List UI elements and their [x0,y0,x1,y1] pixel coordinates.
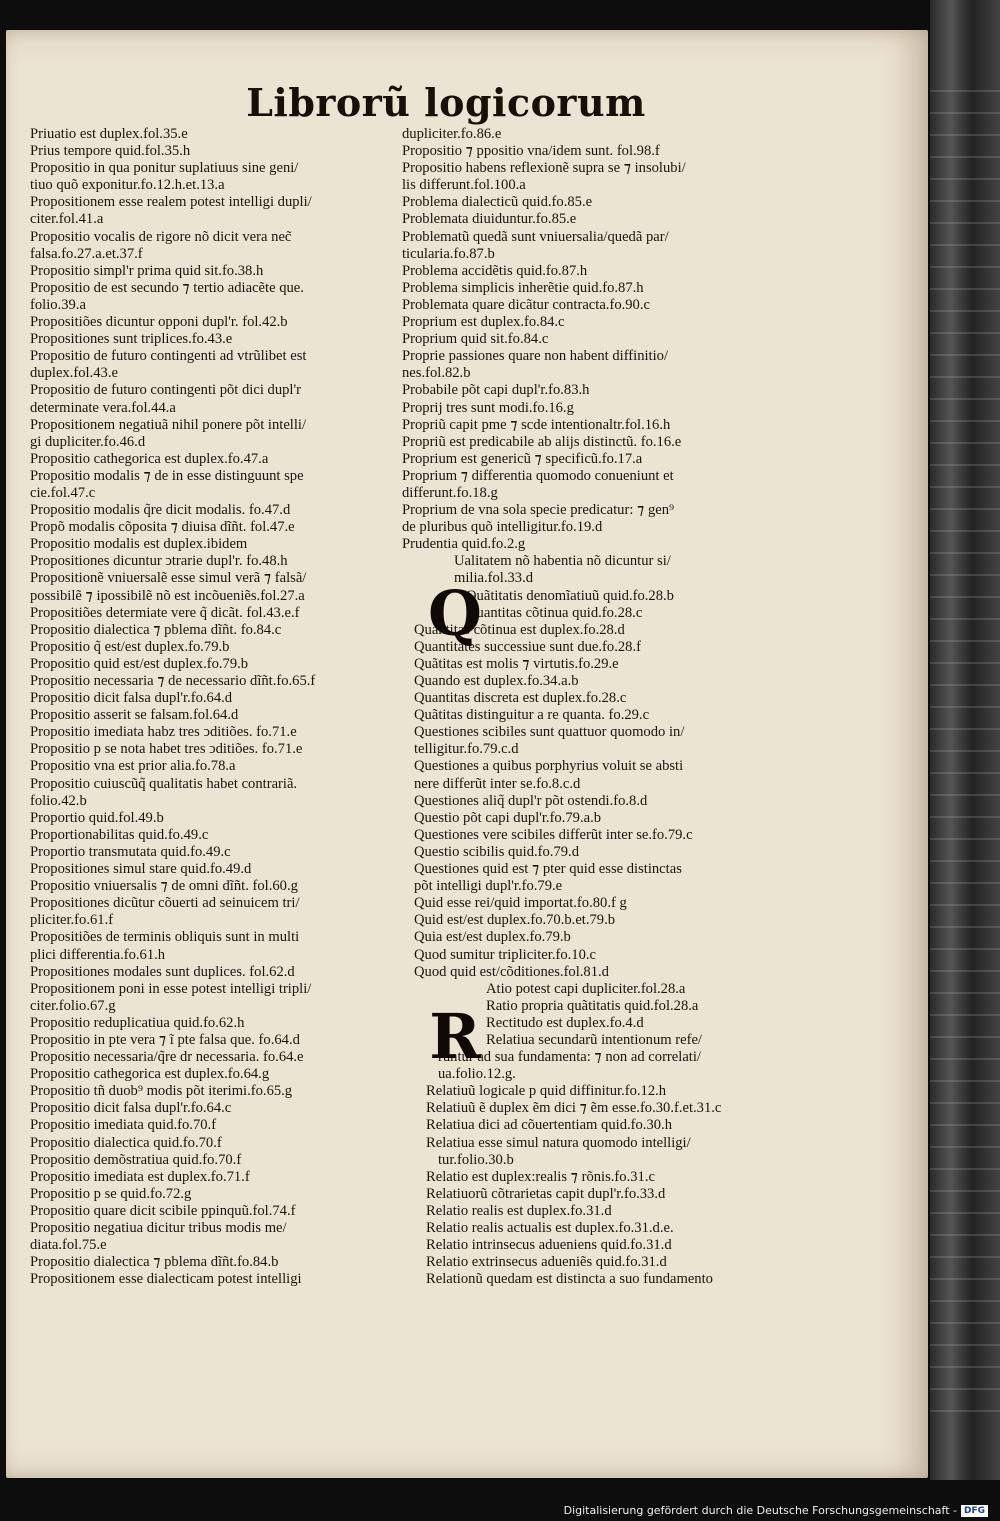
index-entry: Proportionabilitas quid.fo.49.c [30,826,209,843]
index-entry: Propositiões de terminis obliquis sunt in multi [30,929,300,946]
index-entry: gi dupliciter.fo.46.d [30,433,146,450]
index-entry: Propositio q̃ est/est duplex.fo.79.b [30,638,230,655]
index-entry: Questio põt capi dupl'r.fo.79.a.b [414,809,602,826]
index-entry: Propositio negatiua dicitur tribus modis me/ [30,1220,287,1236]
index-entry: dupliciter.fo.86.e [402,126,502,142]
index-entry: Quando est duplex.fo.34.a.b [414,673,579,689]
index-entry: Problema dialecticũ quid.fo.85.e [402,194,593,211]
index-entry: Propositio ⁊ ppositio vna/idem sunt. fol.98.f [402,143,660,160]
index-entry: Proprium ⁊ differentia quomodo conueniunt et [402,467,674,484]
index-entry: Propositio habens reflexionẽ supra se ⁊ insolubi/ [402,160,686,177]
index-entry: citer.folio.67.g [30,997,116,1014]
index-entry: Relatio intrinsecus adueniens quid.fo.31.d [426,1237,672,1254]
index-entry: põt intelligi dupl'r.fo.79.e [414,878,563,895]
index-entry: Propositiões determiate vere q̃ dicãt. fol.43.e.f [30,604,300,621]
index-entry: Propositio dialectica quid.fo.70.f [30,1134,222,1151]
index-entry: Propositionem negatiuã nihil ponere põt intelli/ [30,416,307,433]
index-column-left [30,126,402,1288]
spine-texture [930,90,1000,1420]
index-entry: pliciter.fo.61.f [30,912,114,929]
index-entry: plici differentia.fo.61.h [30,946,166,963]
decorated-initial-r: R [429,1000,481,1073]
index-column-right [402,126,778,1288]
index-entry: Quod quid est/cõditiones.fol.81.d [414,963,609,980]
index-entry: Propositio p se nota habet tres ↄditiões. fo.71.e [30,741,303,758]
index-entry: lis differunt.fol.100.a [402,177,526,194]
index-entry: Ualitatem nõ habentia nõ dicuntur si/ [454,553,671,570]
index-entry: Propositio necessaria/q̃re dr necessaria. fo.64.e [30,1049,304,1066]
index-entry: Relatiua esse simul natura quomodo intelligi/ [426,1134,691,1151]
index-entry: tiuo quõ exponitur.fo.12.h.et.13.a [30,177,225,194]
index-entry: Propositiões dicuntur opponi dupl'r. fol.42.b [30,314,288,331]
index-entry: tur.folio.30.b [438,1151,514,1168]
index-entry: Quid esse rei/quid importat.fo.80.f g [414,895,627,912]
index-entry: Questiones scibiles sunt quattuor quomodo in/ [414,724,685,741]
index-entry: Propositiones simul stare quid.fo.49.d [30,861,252,878]
index-entry: Proprium est duplex.fo.84.c [402,314,565,331]
index-entry: Priuatio est duplex.fol.35.e [30,126,188,142]
index-entry: Quid est/est duplex.fo.70.b.et.79.b [414,912,616,929]
index-entry: telligitur.fo.79.c.d [414,741,519,758]
index-entry: Questiones vere scibiles differũt inter se.fo.79.c [414,826,693,843]
index-entry: possibilẽ ⁊ ipossibilẽ nõ est incõueniẽs.fol.27.a [30,587,305,604]
index-entry: Problema accidẽtis quid.fo.87.h [402,262,588,279]
digitization-credit [564,1504,988,1517]
index-entry: Propositio asserit se falsam.fol.64.d [30,707,239,724]
index-entry: Relatio realis actualis est duplex.fo.31.d.e. [426,1220,674,1236]
index-entry: Rectitudo est duplex.fo.4.d [486,1014,644,1031]
index-entry: Propositio de futuro contingenti põt dici dupl'r [30,382,301,399]
index-entry: nere differũt inter se.fo.8.c.d [414,775,581,792]
page-heading: Librorũ logicorum [246,80,646,125]
index-entry: Quãtitas distinguitur a re quanta. fo.29.c [414,707,650,724]
index-entry: Problematũ quedã sunt vniuersalia/quedã par/ [402,228,669,245]
index-entry: Propositio de futuro contingenti ad vtrũlibet est [30,348,307,365]
index-entry: Propositio vniuersalis ⁊ de omni dĩñt. fol.60.g [30,878,298,895]
index-entry: Propositio dicit falsa dupl'r.fo.64.c [30,1100,232,1117]
index-entry: Probabile põt capi dupl'r.fo.83.h [402,382,590,399]
index-entry: Proprium est genericũ ⁊ specificũ.fo.17.a [402,450,643,467]
index-entry: Propriũ est predicabile ab alijs distinctũ. fo.16.e [402,433,682,450]
index-entry: Questio scibilis quid.fo.79.d [414,843,579,860]
index-entry: Quod sumitur tripliciter.fo.10.c [414,946,596,963]
index-entry: ticularia.fo.87.b [402,245,495,262]
index-entry: Proprium quid sit.fo.84.c [402,331,549,348]
index-entry: Proportio quid.fol.49.b [30,809,164,826]
index-entry: Propositio p se quid.fo.72.g [30,1185,192,1202]
index-entry: differunt.fo.18.g [402,484,498,501]
book-page [6,30,928,1478]
index-entry: runtur ad sua fundamenta: ⁊ non ad correlati/ [438,1049,701,1066]
index-entry: Propositio dialectica ⁊ pblema dĩñt. fo.84.c [30,621,282,638]
index-entry: Relatio realis est duplex.fo.31.d [426,1202,612,1219]
index-entry: Propriũ capit pme ⁊ scde intentionaltr.fol.16.h [402,416,671,433]
index-entry: milia.fol.33.d [454,570,534,587]
index-entry: diata.fol.75.e [30,1237,107,1254]
index-entry: Propositiones modales sunt duplices. fol.62.d [30,963,295,980]
index-entry: Propositiones dicũtur cõuerti ad seinuicem tri/ [30,895,300,912]
index-entry: Quantitates successiue sunt due.fo.28.f [414,638,641,655]
index-entry: Relatiua secundarũ intentionum refe/ [486,1031,702,1048]
index-entry: Propositio dicit falsa dupl'r.fo.64.d [30,690,233,707]
index-entry: Propositio de est secundo ⁊ tertio adiacẽte que. [30,279,304,296]
index-entry: Propositio quare dicit scibile ppinquũ.fol.74.f [30,1202,296,1219]
index-entry: Propositiones sunt triplices.fo.43.e [30,331,233,348]
index-entry: Propositio imediata quid.fo.70.f [30,1117,217,1134]
index-entry: Propositionem esse realem potest intelligi dupli/ [30,194,312,211]
index-entry: Relatio est duplex:realis ⁊ rõnis.fo.31.c [426,1168,655,1185]
index-entry: Questiones a quibus porphyrius voluit se absti [414,758,684,775]
index-entry: citer.fol.41.a [30,211,104,228]
index-entry: Propositio vna est prior alia.fo.78.a [30,758,236,775]
index-entry: Quantitas discreta est duplex.fo.28.c [414,690,627,707]
index-entry: Propositio cathegorica est duplex.fo.64.g [30,1066,270,1083]
index-entry: Prius tempore quid.fol.35.h [30,143,191,160]
index-entry: Propositio demõstratiua quid.fo.70.f [30,1151,242,1168]
index-entry: Questiones quid est ⁊ pter quid esse distinctas [414,861,682,878]
index-entry: Quantitas cõtinua quid.fo.28.c [466,604,643,621]
index-entry: Propositio dialectica ⁊ pblema dĩñt.fo.84.b [30,1254,279,1271]
index-entry: Quãtitas est molis ⁊ virtutis.fo.29.e [414,655,619,672]
index-entry: Prudentia quid.fo.2.g [402,536,526,553]
index-entry: Propositio imediata est duplex.fo.71.f [30,1168,250,1185]
index-entry: de pluribus quõ intelligitur.fo.19.d [402,519,603,536]
index-entry: Proprium de vna sola specie predicatur: ⁊ gen⁹ [402,502,675,519]
index-entry: nes.fol.82.b [402,365,471,382]
index-entry: Propositio modalis ⁊ de in esse distinguunt spe [30,467,304,484]
index-entry: Propositio modalis est duplex.ibidem [30,536,248,553]
index-entry: Proprij tres sunt modi.fo.16.g [402,399,574,416]
index-entry: Propositio in qua ponitur suplatiuus sine geni/ [30,160,299,177]
index-entry: Propositionẽ vniuersalẽ esse simul verã ⁊ falsã/ [30,570,307,587]
index-entry: Quia est/est duplex.fo.79.b [414,929,571,946]
index-entry: Propositio quid est/est duplex.fo.79.b [30,655,249,672]
index-entry: Relatiua dici ad cõuertentiam quid.fo.30.h [426,1117,672,1134]
index-entry: duplex.fol.43.e [30,365,118,382]
index-entry: Propositio tñ duob⁹ modis põt iterimi.fo.65.g [30,1083,293,1100]
index-entry: Quantitas cõtinua est duplex.fo.28.d [414,621,625,638]
index-entry: Relatiuũ ẽ duplex ẽm dici ⁊ ẽm esse.fo.30.f.et.31.c [426,1100,722,1117]
index-entry: Propositio cathegorica est duplex.fo.47.a [30,450,269,467]
index-entry: ua.folio.12.g. [438,1066,516,1083]
index-entry: cie.fol.47.c [30,484,96,501]
index-entry: Quãtitatis denomĩatiuũ quid.fo.28.b [466,587,674,604]
index-entry: Propositio simpl'r prima quid sit.fo.38.h [30,262,264,279]
index-entry: Proprie passiones quare non habent diffinitio/ [402,348,669,365]
index-entry: folio.39.a [30,296,86,313]
index-entry: falsa.fo.27.a.et.37.f [30,245,143,262]
index-entry: folio.42.b [30,792,87,809]
index-entry: Propõ modalis cõposita ⁊ diuisa dĩñt. fol.47.e [30,519,295,536]
index-entry: Proportio transmutata quid.fo.49.c [30,843,231,860]
index-entry: Relatiuũ logicale p quid diffinitur.fo.12.h [426,1083,667,1100]
dfg-logo: DFG [961,1505,988,1517]
index-entry: Propositio modalis q̃re dicit modalis. fo.47.d [30,502,291,519]
index-entry: Propositio reduplicatiua quid.fo.62.h [30,1014,245,1031]
decorated-initial-q: Q [427,577,482,650]
index-entry: Atio potest capi dupliciter.fol.28.a [486,980,686,997]
credit-text: Digitalisierung gefördert durch die Deutsche Forschungsgemeinschaft - [563,1504,957,1517]
index-entry: Propositionem poni in esse potest intelligi tripli/ [30,980,312,997]
index-entry: Propositio cuiuscũq̃ qualitatis habet contrariã. [30,775,298,792]
index-entry: Problema simplicis inherẽtie quid.fo.87.h [402,279,644,296]
index-entry: Ratio propria quãtitatis quid.fol.28.a [486,997,699,1014]
index-entry: Relationũ quedam est distincta a suo fundamento [426,1271,713,1288]
index-entry: Questiones aliq̃ dupl'r põt ostendi.fo.8.d [414,792,648,809]
index-entry: Propositio imediata habz tres ↄditiões. fo.71.e [30,724,297,741]
index-entry: Relatiuorũ cõtrarietas capit dupl'r.fo.33.d [426,1185,666,1202]
index-entry: Problemata quare dicãtur contracta.fo.90.c [402,296,650,313]
index-entry: Propositio vocalis de rigore nõ dicit vera nec̃ [30,228,292,245]
index-entry: determinate vera.fol.44.a [30,399,176,416]
index-entry: Problemata diuiduntur.fo.85.e [402,211,577,228]
index-entry: Propositio necessaria ⁊ de necessario dĩñt.fo.65.f [30,673,316,689]
index-entry: Propositio in pte vera ⁊ ĩ pte falsa que. fo.64.d [30,1031,300,1048]
index-entry: Propositiones dicuntur ↄtrarie dupl'r. fo.48.h [30,553,288,570]
index-entry: Relatio extrinsecus adueniẽs quid.fo.31.d [426,1254,667,1271]
index-entry: Propositionem esse dialecticam potest intelligi [30,1271,302,1288]
